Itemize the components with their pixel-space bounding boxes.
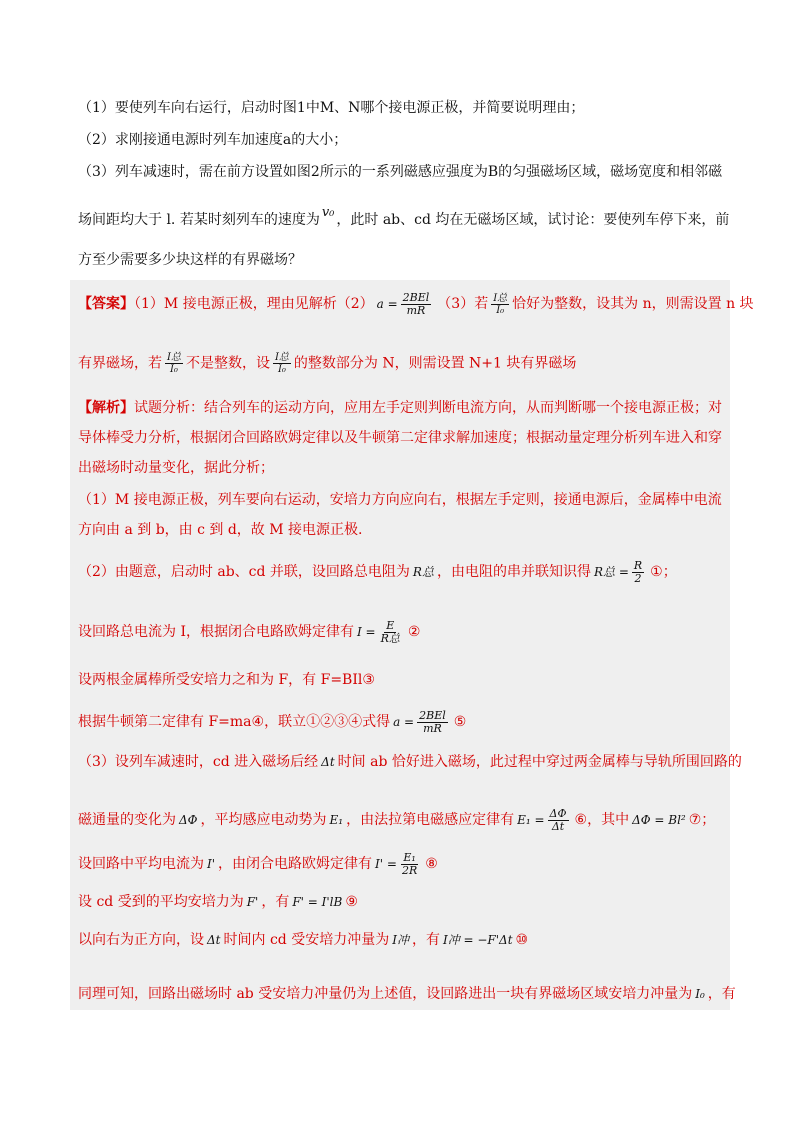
text: ② — [407, 624, 421, 640]
frac-denominator: mR — [406, 304, 426, 317]
solution-part-2-line-3: 设两根金属棒所受安培力之和为 F，有 F=BIl③ — [78, 672, 375, 688]
frac-denominator: 2 — [634, 572, 642, 585]
text: ，有 — [411, 932, 440, 948]
text: 同理可知，回路出磁场时 ab 受安培力冲量仍为上述值，设回路进出一块有界磁场区域安培力冲量为 — [78, 986, 693, 1002]
impulse-ratio-fraction — [491, 293, 509, 316]
frac-denominator: R总 — [380, 632, 400, 645]
text: （2）由题意，启动时 ab、cd 并联，设回路总电阻为 — [78, 564, 410, 580]
frac-numerator: 2BEl — [419, 709, 446, 722]
frac-numerator: R — [633, 559, 643, 572]
unit-impulse-symbol: I₀ — [695, 987, 705, 1001]
delta-phi-symbol: ΔΦ — [179, 813, 198, 827]
impulse-ratio-fraction — [273, 352, 291, 375]
emf-symbol: E₁ — [329, 813, 344, 827]
flux-change-formula: ΔΦ = Bl² — [632, 813, 686, 827]
avg-force-symbol: F' — [246, 895, 259, 909]
frac-numerator: E₁ — [403, 851, 416, 864]
solution-part-3-line-2 — [78, 808, 715, 833]
analysis-intro-1: 试题分析：结合列车的运动方向，应用左手定则判断电流方向，从而判断哪一个接电源正极；对 — [134, 400, 722, 416]
answer-text-6: 的整数部分为 N，则需设置 N+1 块有界磁场 — [293, 355, 577, 372]
answer-text-5: 不是整数，设 — [185, 355, 270, 372]
text: ⑧ — [425, 856, 438, 872]
solution-part-1-line-1: （1）M 接电源正极，列车要向右运动，安培力方向应向右，根据左手定则，接通电源后，金属棒中电流 — [78, 492, 722, 508]
formula-fraction — [417, 710, 448, 735]
total-resistance-symbol: R总 — [412, 565, 434, 579]
formula-lhs: E₁ = — [517, 813, 545, 827]
text: 设回路中平均电流为 — [78, 856, 204, 872]
formula-lhs: I = — [356, 625, 376, 639]
text: ，由法拉第电磁感应定律有 — [346, 812, 515, 828]
analysis-line-3: 出磁场时动量变化，据此分析； — [78, 460, 274, 476]
text: ⑤ — [453, 714, 467, 730]
frac-denominator: I₀ — [169, 364, 178, 375]
solution-part-2-line-4 — [78, 710, 466, 735]
delta-t-symbol: Δt — [207, 933, 221, 947]
text: ⑩ — [515, 932, 529, 948]
acceleration-formula — [376, 291, 435, 317]
delta-t-symbol: Δt — [321, 755, 335, 769]
analysis-tag: 【解析】 — [78, 400, 134, 416]
frac-numerator: I总 — [167, 352, 181, 363]
text: ，有 — [261, 894, 290, 910]
frac-numerator: ΔΦ — [549, 807, 567, 820]
analysis-line-2: 导体棒受力分析，根据闭合回路欧姆定律以及牛顿第二定律求解加速度；根据动量定理分析列车进入和穿 — [78, 430, 722, 446]
force-formula: F' = I'lB — [292, 895, 343, 909]
solution-part-3-line-6 — [78, 984, 736, 1004]
formula-lhs: a = — [393, 715, 415, 729]
frac-denominator: 2R — [401, 864, 418, 877]
formula-lhs: I' = — [375, 857, 397, 871]
frac-denominator: I₀ — [277, 364, 286, 375]
text: 根据牛顿第二定律有 F=ma④，联立①②③④式得 — [78, 714, 391, 730]
formula-fraction — [548, 808, 569, 833]
question-part-3-line-2 — [78, 205, 730, 231]
text: ⑨ — [345, 894, 358, 910]
formula-fraction — [401, 292, 432, 317]
frac-numerator: 2BEl — [402, 291, 430, 304]
avg-current-symbol: I' — [207, 857, 216, 871]
answer-tag: 【答案】 — [78, 296, 134, 312]
question-part-3-line-2-text: 场间距均大于 l. 若某时刻列车的速度为 — [78, 212, 320, 228]
answer-text-4: 有界磁场，若 — [78, 355, 162, 372]
answer-text-2: （3）若 — [437, 296, 489, 312]
solution-part-3-line-3 — [78, 852, 438, 877]
question-part-3-line-2-text-b: ，此时 ab、cd 均在无磁场区域，试讨论：要使列车停下来，前 — [336, 212, 730, 228]
answer-line-2 — [78, 352, 576, 375]
text: ⑦； — [688, 812, 716, 828]
question-part-3-line-3: 方至少需要多少块这样的有界磁场？ — [78, 252, 302, 268]
text: ，由闭合电路欧姆定律有 — [218, 856, 373, 872]
impulse-formula: I冲 = −F'Δt — [442, 933, 513, 947]
frac-numerator: E — [386, 619, 395, 632]
text: ，平均感应电动势为 — [200, 812, 327, 828]
text: ，有 — [707, 986, 736, 1002]
text: 时间 ab 恰好进入磁场，此过程中穿过两金属棒与导轨所围回路的 — [337, 754, 742, 770]
frac-denominator: Δt — [551, 820, 565, 833]
text: （3）设列车减速时，cd 进入磁场后经 — [78, 754, 319, 770]
frac-denominator: mR — [423, 722, 442, 735]
formula-fraction — [400, 852, 419, 877]
faraday-formula — [517, 807, 571, 833]
text: ⑥，其中 — [574, 812, 630, 828]
text: 时间内 cd 受安培力冲量为 — [223, 932, 390, 948]
text: 以向右为正方向，设 — [78, 932, 204, 948]
text: ①； — [650, 564, 677, 580]
avg-current-formula — [375, 851, 422, 877]
answer-text-1: （1）M 接电源正极，理由见解析（2） — [134, 296, 374, 312]
formula-fraction — [379, 620, 402, 645]
solution-part-3-line-5 — [78, 930, 528, 950]
solution-part-3-line-4 — [78, 892, 358, 912]
answer-line-1 — [78, 292, 754, 317]
solution-part-1-line-2: 方向由 a 到 b，由 c 到 d，故 M 接电源正极. — [78, 522, 363, 538]
frac-numerator: I总 — [493, 292, 508, 304]
answer-text-3: 恰好为整数，设其为 n，则需设置 n 块 — [512, 296, 754, 312]
frac-denominator: I₀ — [496, 304, 505, 316]
impulse-ratio-fraction — [165, 352, 183, 375]
analysis-line-1 — [78, 398, 722, 418]
frac-numerator: I总 — [274, 352, 289, 363]
solution-part-3-line-1 — [78, 752, 742, 772]
question-part-2: （2）求刚接通电源时列车加速度a的大小； — [78, 132, 348, 148]
acceleration-formula — [393, 709, 451, 735]
solution-part-2-line-1 — [78, 560, 677, 585]
text: 磁通量的变化为 — [78, 812, 176, 828]
solution-part-2-line-2 — [78, 620, 420, 645]
text: 设回路总电流为 I，根据闭合电路欧姆定律有 — [78, 624, 354, 640]
text: ，由电阻的串并联知识得 — [436, 564, 591, 580]
impulse-symbol: I冲 — [392, 933, 409, 947]
question-part-1: （1）要使列车向右运行，启动时图1中M、N哪个接电源正极，并简要说明理由； — [78, 100, 585, 116]
formula-fraction — [632, 560, 644, 585]
initial-velocity-symbol: v₀ — [321, 205, 335, 220]
text: 设 cd 受到的平均安培力为 — [78, 894, 244, 910]
current-formula — [356, 619, 405, 645]
resistance-formula — [593, 559, 647, 585]
formula-lhs: a = — [376, 297, 398, 311]
question-part-3-line-1: （3）列车减速时，需在前方设置如图2所示的一系列磁感应强度为B的匀强磁场区域，磁场宽度和相邻磁 — [78, 164, 723, 180]
formula-lhs: R总 = — [593, 565, 629, 579]
